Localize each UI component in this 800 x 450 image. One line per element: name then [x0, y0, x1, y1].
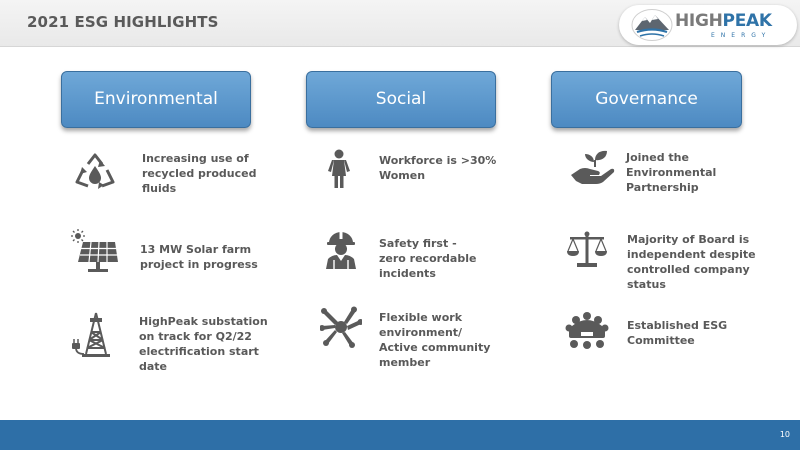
hand-plant-icon: [570, 149, 616, 185]
environmental-item-3-text: HighPeak substation on track for Q2/22 electrification start date: [139, 315, 268, 373]
logo-wordmark-peak: PEAK: [722, 11, 772, 31]
mountain-logo-icon: [631, 8, 673, 42]
woman-icon: [326, 149, 352, 189]
footer-bar: [0, 420, 800, 450]
recycle-drop-icon: [74, 152, 116, 192]
governance-item-3-text: Established ESG Committee: [627, 319, 728, 347]
logo-wordmark: [675, 11, 772, 31]
logo-subtitle: ENERGY: [711, 32, 772, 39]
page-number: 10: [779, 430, 790, 439]
company-logo: [619, 5, 797, 45]
committee-icon: [564, 310, 610, 350]
category-environmental: Environmental: [61, 71, 251, 128]
logo-wordmark-high: HIGH: [675, 11, 723, 31]
electric-derrick-icon: [68, 310, 116, 358]
environmental-item-1-text: Increasing use of recycled produced fluids: [142, 152, 257, 195]
community-hands-icon: [320, 306, 362, 348]
header-bar: [0, 0, 800, 47]
social-item-3-text: Flexible work environment/ Active community member: [379, 311, 491, 369]
worker-hardhat-icon: [324, 229, 358, 269]
category-governance: Governance: [551, 71, 742, 128]
governance-item-2-text: Majority of Board is independent despite controlled company status: [627, 233, 756, 291]
social-item-1-text: Workforce is >30% Women: [379, 154, 497, 182]
page-title: 2021 ESG HIGHLIGHTS: [27, 13, 219, 31]
social-item-2-text: Safety first - zero recordable incidents: [379, 237, 477, 280]
governance-item-1-text: Joined the Environmental Partnership: [626, 151, 717, 194]
balance-scale-icon: [566, 229, 608, 269]
environmental-item-2-text: 13 MW Solar farm project in progress: [140, 243, 258, 271]
category-social: Social: [306, 71, 496, 128]
solar-panel-icon: [70, 228, 120, 274]
